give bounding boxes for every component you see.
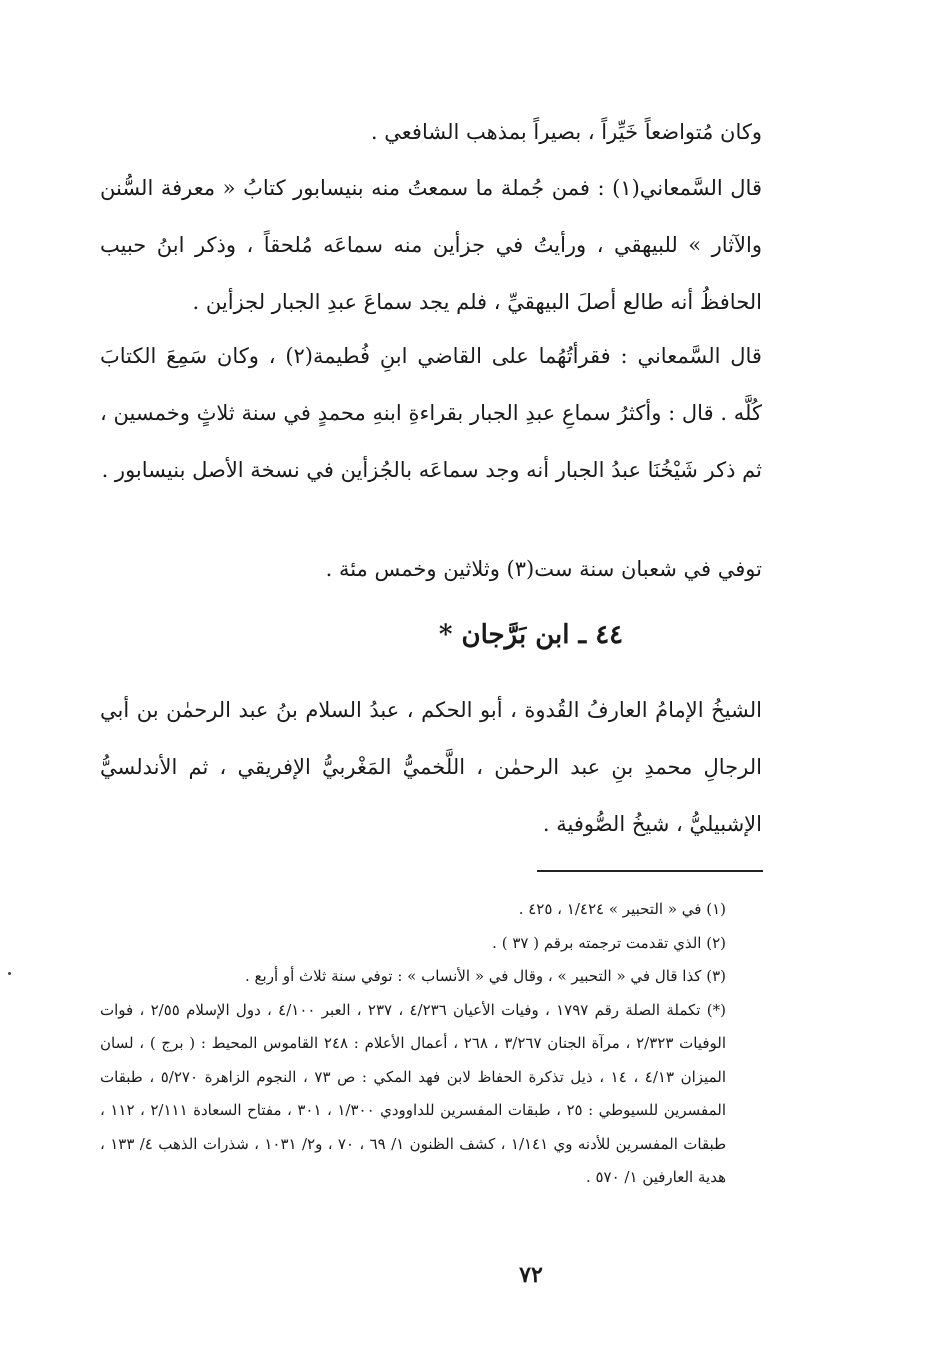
- paragraph-2: قال السَّمعاني(١) : فمن جُملة ما سمعتُ منه بنيسابور كتابُ « معرفة السُّنن والآثار » للبيهقي ، ورأيتُ في جزأين منه سماعَه مُلحقاً ، وذكر ابنُ حبيب الحافظُ أنه طالع أصلَ البيهقيِّ ، فلم يجد سماعَ عبدِ الجبار لجزأين .: [100, 176, 762, 314]
- scan-speck: [8, 972, 11, 975]
- footnote-2: (٢) الذي تقدمت ترجمته برقم ( ٣٧ ) .: [492, 933, 726, 952]
- entry-heading: ٤٤ ـ ابن بَرَّجان *: [438, 620, 624, 650]
- footnotes: [100, 893, 762, 1195]
- paragraph-4: توفي في شعبان سنة ست(٣) وثلاثين وخمس مئة .: [325, 557, 762, 581]
- footnote-3: (٣) كذا قال في « التحبير » ، وقال في « الأنساب » : توفي سنة ثلاث أو أربع .: [245, 967, 726, 985]
- entry-paragraph: الشيخُ الإمامُ العارفُ القُدوة ، أبو الحكم ، عبدُ السلام بنُ عبد الرحمٰن بن أبي الرجالِ محمدِ بنِ عبد الرحمٰن ، اللَّخميُّ المَغْربيُّ الإفريقي ، ثم الأندلسيُّ الإشبيليُّ ، شيخُ الصُّوفية .: [100, 698, 762, 836]
- footnote-separator: [537, 870, 763, 872]
- page-number: ٧٢: [519, 1262, 543, 1288]
- footnote-sources: (*) تكملة الصلة رقم ١٧٩٧ ، وفيات الأعيان ٤/٢٣٦ ، ٢٣٧ ، العبر ٤/١٠٠ ، دول الإسلام ٢/٥٥ ، فوات الوفيات ٢/٣٢٣ ، مرآة الجنان ٣/٢٦٧ ، ٢٦٨ ، أعمال الأعلام : ٢٤٨ القاموس المحيط : ( برج ) ، لسان الميزان ٤/١٣ ، ١٤ ، ذيل تذكرة الحفاظ لابن فهد المكي : ص ٧٣ ، النجوم الزاهرة ٥/٢٧٠ ، طبقات المفسرين للسيوطي : ٢٥ ، طبقات المفسرين للداوودي ١/٣٠٠ ، ٣٠١ ، مفتاح السعادة ٢/١١١ ، ١١٢ ، طبقات المفسرين للأدنه وي ١/١٤١ ، كشف الظنون ١/ ٦٩ ، ٧٠ ، و٢/ ١٠٣١ ، شذرات الذهب ٤/ ١٣٣ ، هدية العارفين ١/ ٥٧٠ .: [100, 1000, 727, 1186]
- footnote-1: (١) في « التحبير » ١/٤٢٤ ، ٤٢٥ .: [518, 900, 726, 918]
- paragraph-3: قال السَّمعاني : فقرأتُهُما على القاضي ابنِ فُطيمة(٢) ، وكان سَمِعَ الكتابَ كُلَّه . قال : وأكثرُ سماعِ عبدِ الجبار بقراءةِ ابنهِ محمدٍ في سنة ثلاثٍ وخمسين ، ثم ذكر شَيْخُنَا عبدُ الجبار أنه وجد سماعَه بالجُزأين في نسخة الأصل بنيسابور .: [100, 344, 762, 482]
- paragraph-1: وكان مُتواضعاً خَيِّراً ، بصيراً بمذهب الشافعي .: [370, 120, 762, 144]
